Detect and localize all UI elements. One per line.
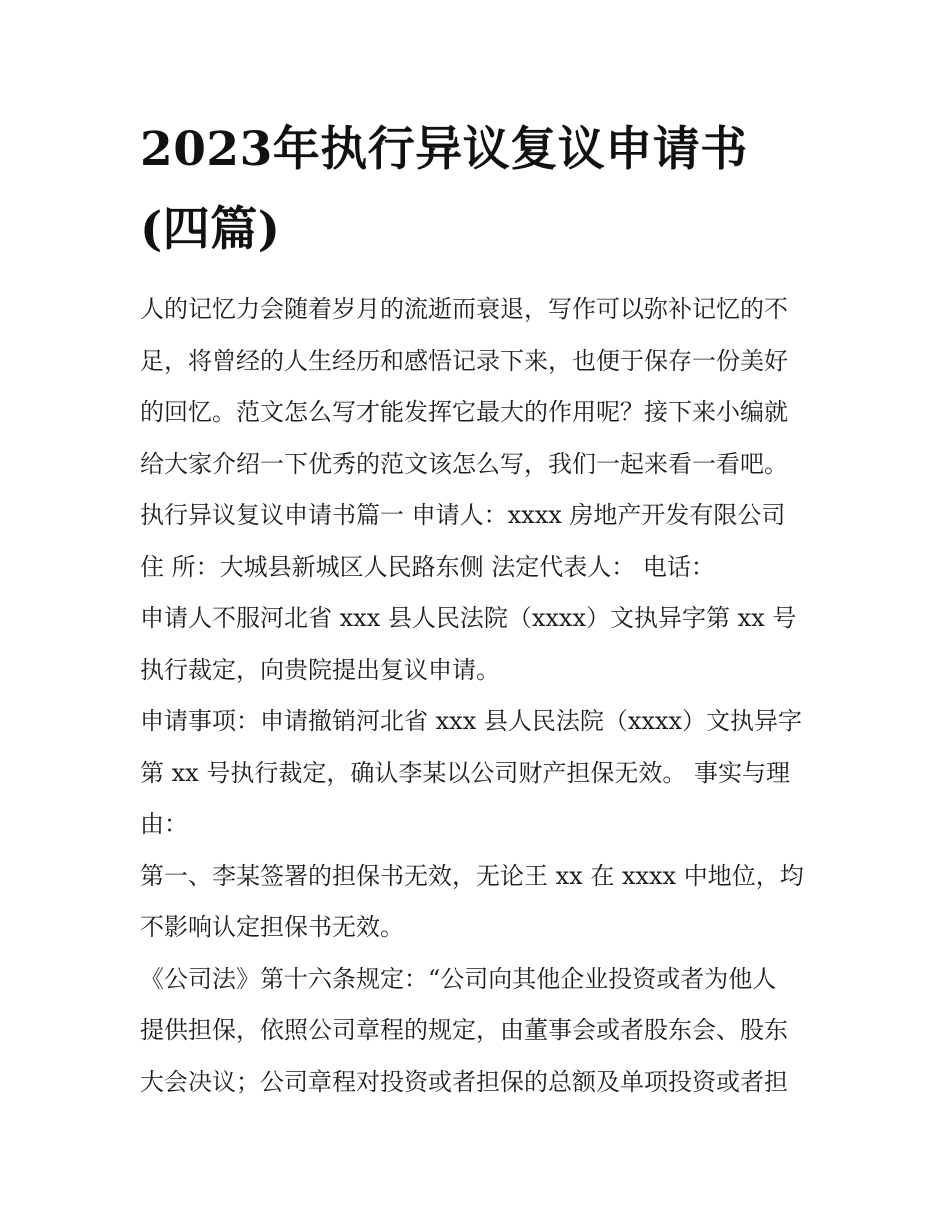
applicant-paragraph — [140, 490, 820, 593]
text-line: 足，将曾经的人生经历和感悟记录下来，也便于保存一份美好 — [140, 346, 788, 375]
document-body — [140, 284, 820, 1108]
title-line-1: 2023年执行异议复议申请书 — [140, 122, 748, 177]
title-line-2: (四篇) — [140, 202, 281, 257]
text-line: 执行裁定，向贵院提出复议申请。 — [140, 655, 500, 684]
text-line: 提供担保，依照公司章程的规定，由董事会或者股东会、股东 — [140, 1016, 788, 1044]
text-line: 第 xx 号执行裁定，确认李某以公司财产担保无效。 事实与理 — [140, 758, 790, 787]
text-line: 人的记忆力会随着岁月的流逝而衰退，写作可以弥补记忆的不 — [140, 295, 788, 323]
request-paragraph — [140, 696, 820, 851]
text-line: 由： — [140, 810, 188, 838]
company-law-paragraph — [140, 954, 820, 1109]
objection-paragraph — [140, 593, 820, 696]
text-line: 给大家介绍一下优秀的范文该怎么写，我们一起来看一看吧。 — [140, 449, 788, 478]
text-line: 住 所：大城县新城区人民路东侧 法定代表人： 电话： — [140, 552, 715, 581]
document-page — [140, 110, 820, 1108]
text-line: 的回忆。范文怎么写才能发挥它最大的作用呢？接下来小编就 — [140, 398, 788, 426]
text-line: 执行异议复议申请书篇一 申请人：xxxx 房地产开发有限公司 — [140, 501, 786, 529]
text-line: 申请事项：申请撤销河北省 xxx 县人民法院（xxxx）文执异字 — [140, 707, 803, 735]
first-reason-paragraph — [140, 851, 820, 954]
text-line: 《公司法》第十六条规定：“公司向其他企业投资或者为他人 — [140, 964, 777, 993]
text-line: 大会决议；公司章程对投资或者担保的总额及单项投资或者担 — [140, 1067, 788, 1096]
text-line: 申请人不服河北省 xxx 县人民法院（xxxx）文执异字第 xx 号 — [140, 604, 797, 632]
text-line: 第一、李某签署的担保书无效，无论王 xx 在 xxxx 中地位，均 — [140, 861, 804, 890]
document-title — [140, 110, 820, 270]
intro-paragraph — [140, 284, 820, 490]
text-line: 不影响认定担保书无效。 — [140, 913, 404, 941]
